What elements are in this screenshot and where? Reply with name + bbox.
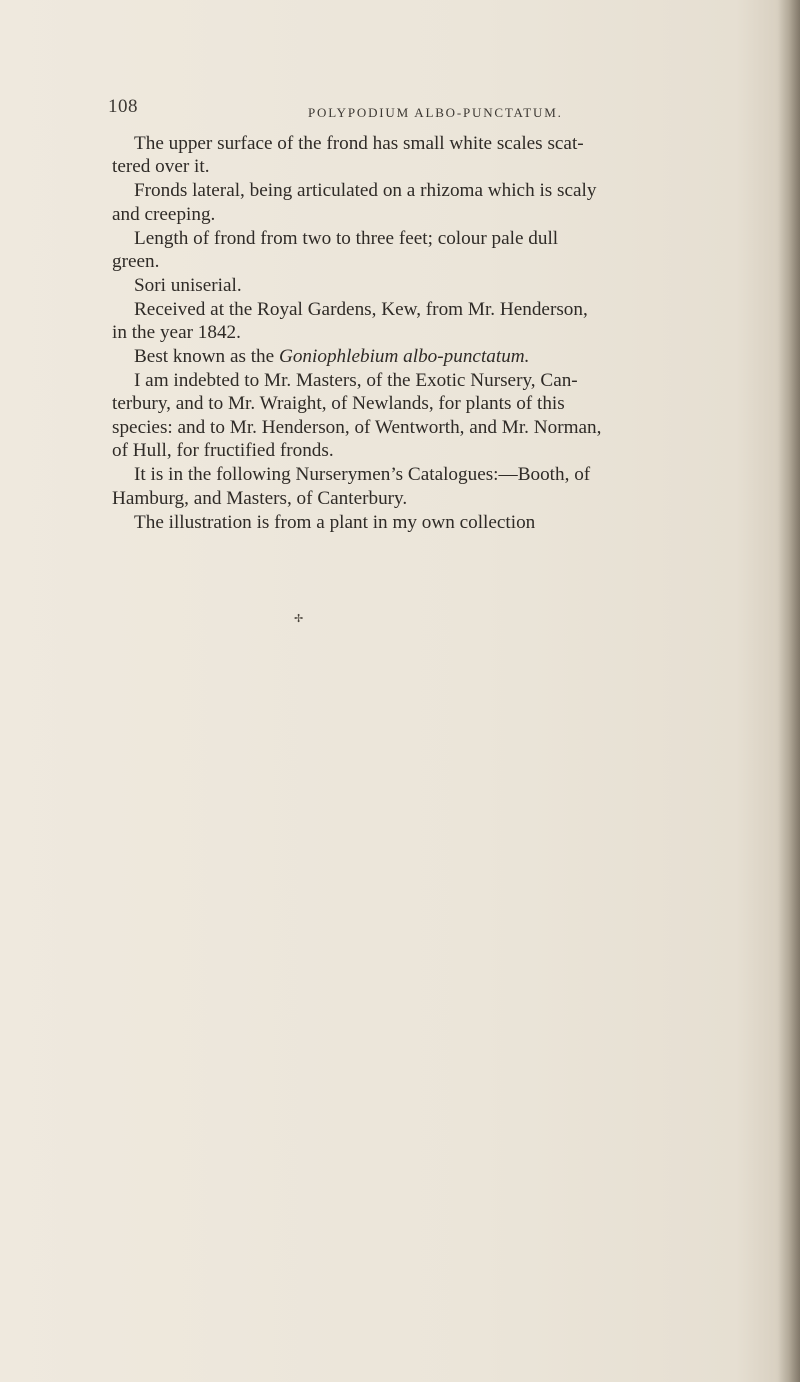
text-line: I am indebted to Mr. Masters, of the Exotic Nursery, Can- <box>134 370 578 392</box>
paragraph-indebted <box>112 369 794 463</box>
paragraph-sori <box>112 274 794 297</box>
text-line: Fronds lateral, being articulated on a rhizoma which is scaly <box>134 180 597 202</box>
text-line: The upper surface of the frond has small white scales scat- <box>134 133 584 154</box>
text-line: Sori uniserial. <box>134 274 242 296</box>
text-line: tered over it. <box>112 156 210 178</box>
text-line: and creeping. <box>112 203 216 225</box>
paragraph-received <box>112 298 794 345</box>
text-line: It is in the following Nurserymen’s Catalogues:—Booth, of <box>134 464 591 486</box>
paragraph-scales <box>112 132 794 179</box>
text-line: of Hull, for fructified fronds. <box>112 440 334 462</box>
text-line: green. <box>112 251 160 273</box>
paragraph-catalogues <box>112 463 794 510</box>
text-prefix: Best known as the <box>134 346 279 368</box>
text-line: Hamburg, and Masters, of Canterbury. <box>112 487 408 509</box>
text-line <box>112 345 794 368</box>
text-line: Length of frond from two to three feet; colour pale dull <box>134 227 559 249</box>
paragraph-best-known <box>112 345 794 368</box>
text-line: The illustration is from a plant in my own collection <box>134 511 536 533</box>
running-title: POLYPODIUM ALBO-PUNCTATUM. <box>308 105 563 120</box>
text-line: Received at the Royal Gardens, Kew, from Mr. Henderson, <box>134 298 588 320</box>
species-name: Goniophlebium albo-punctatum. <box>278 346 530 368</box>
paragraph-illustration <box>112 511 794 534</box>
paragraph-fronds <box>112 179 794 226</box>
running-head <box>0 96 800 126</box>
printer-ornament-icon: ✢ <box>294 612 304 625</box>
text-line: species: and to Mr. Henderson, of Wentworth, and Mr. Norman, <box>112 416 602 438</box>
page-number: 108 <box>108 96 138 117</box>
text-line: terbury, and to Mr. Wraight, of Newlands, for plants of this <box>112 393 565 415</box>
body-text <box>112 132 794 534</box>
paragraph-length <box>112 227 794 274</box>
text-line: in the year 1842. <box>112 322 241 344</box>
